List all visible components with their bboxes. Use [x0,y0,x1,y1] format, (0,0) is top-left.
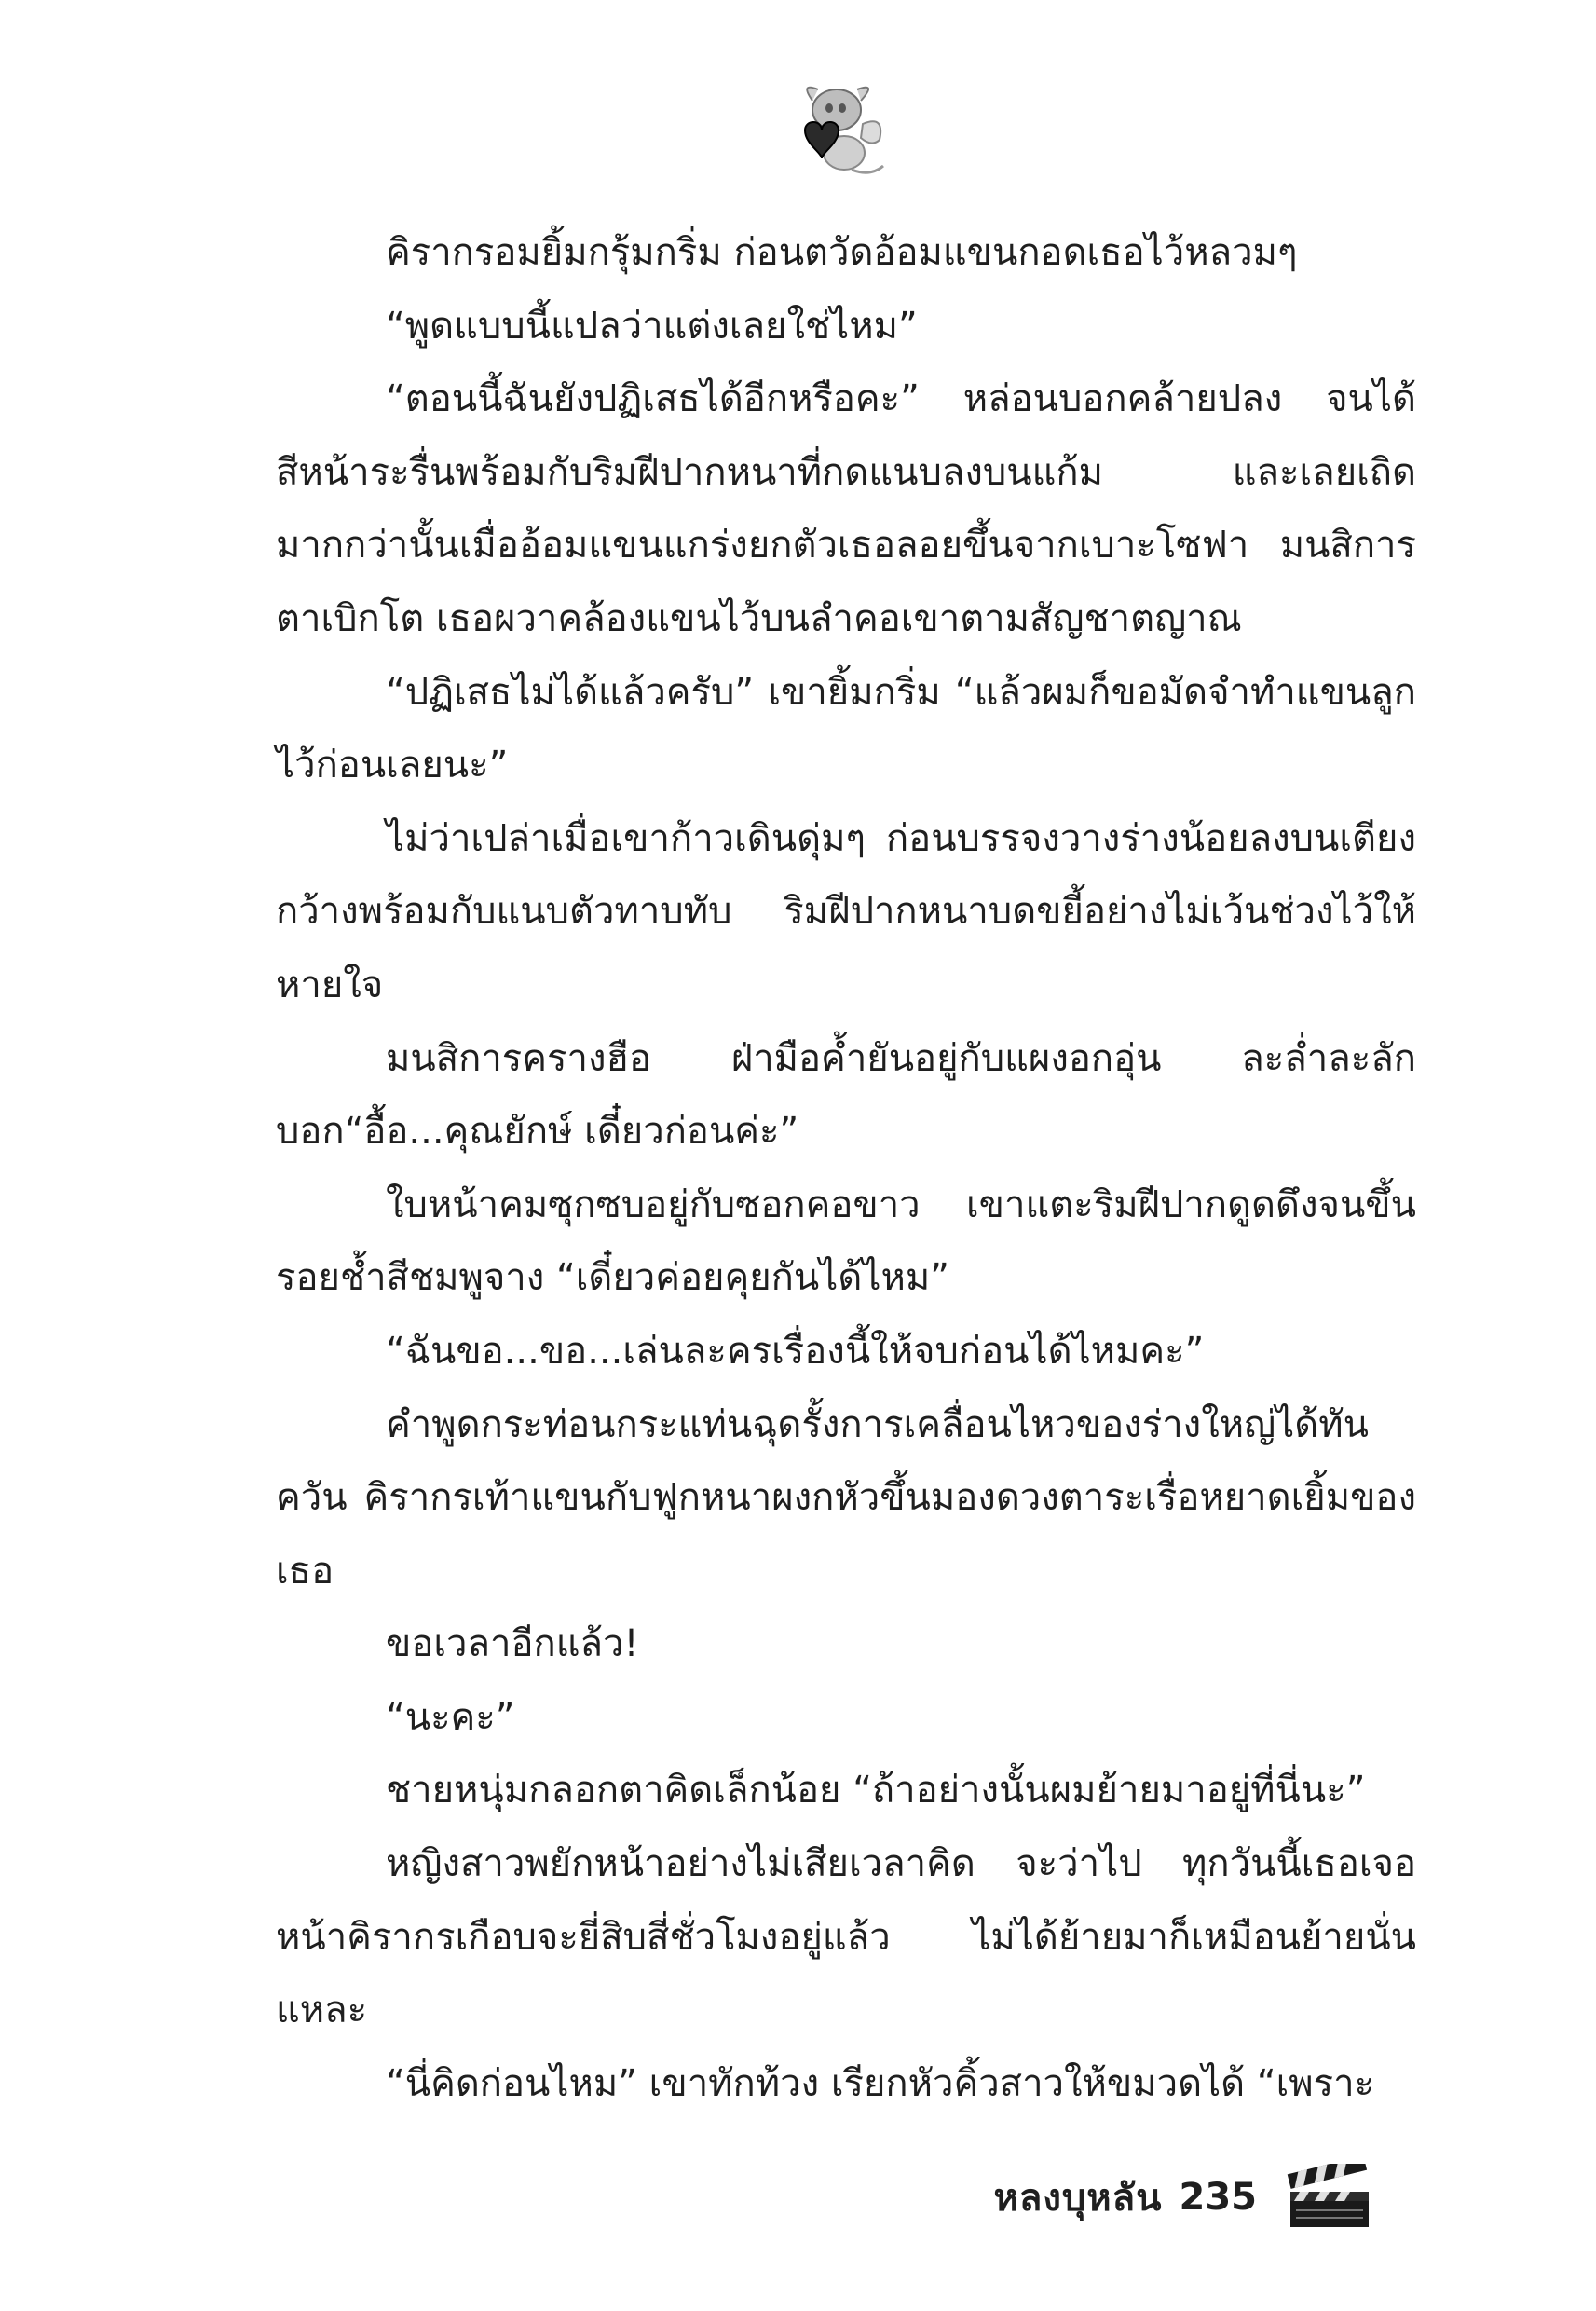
paragraph: ไม่ว่าเปล่าเมื่อเขาก้าวเดินดุ่มๆ ก่อนบรรจงวางร่างน้อยลงบนเตียงกว้างพร้อมกับแนบตัวทาบทับ ริมฝีปากหนาบดขยี้อย่างไม่เว้นช่วงไว้ให้หายใจ [276,816,1416,1006]
paragraph: ชายหนุ่มกลอกตาคิดเล็กน้อย “ถ้าอย่างนั้นผมย้ายมาอยู่ที่นี่นะ” [386,1769,1366,1812]
paragraph: “พูดแบบนี้แปลว่าแต่งเลยใช่ไหม” [386,304,918,348]
paragraph: “นี่คิดก่อนไหม” เขาทักท้วง เรียกหัวคิ้วสาวให้ขมวดได้ “เพราะ [386,2061,1375,2105]
paragraph: ขอเวลาอีกแล้ว! [386,1622,639,1666]
paragraph: “ฉันขอ...ขอ...เล่นละครเรื่องนี้ให้จบก่อนได้ไหมคะ” [386,1329,1205,1373]
book-title: หลงบุหลัน [993,2177,1163,2220]
page-number: 235 [1179,2176,1257,2219]
paragraph: มนสิการครางฮือ ฝ่ามือค้ำยันอยู่กับแผงอกอุ่น ละล่ำละลักบอก“อื้อ...คุณยักษ์ เดี๋ยวก่อนค่ะ” [276,1036,1416,1154]
paragraph: “ตอนนี้ฉันยังปฏิเสธได้อีกหรือคะ” หล่อนบอกคล้ายปลง จนได้สีหน้าระรื่นพร้อมกับริมฝีปากหนาที่กดแนบลงบนแก้ม และเลยเถิดมากกว่านั้นเมื่ออ้อมแขนแกร่งยกตัวเธอลอยขึ้นจากเบาะโซฟา มนสิการตาเบิกโต เธอผวาคล้องแขนไว้บนลำคอเขาตามสัญชาตญาณ [276,377,1416,640]
paragraph: “ปฏิเสธไม่ได้แล้วครับ” เขายิ้มกริ่ม “แล้วผมก็ขอมัดจำทำแขนลูกไว้ก่อนเลยนะ” [276,670,1416,787]
paragraph: หญิงสาวพยักหน้าอย่างไม่เสียเวลาคิด จะว่าไป ทุกวันนี้เธอเจอหน้าคิรากรเกือบจะยี่สิบสี่ชั่วโมงอยู่แล้ว ไม่ได้ย้ายมาก็เหมือนย้ายนั่นแหละ [276,1842,1416,2032]
page-footer [993,2160,1374,2235]
cherub-heart-icon [781,73,893,185]
film-clapperboard-icon [1285,2164,1374,2231]
paragraph: ใบหน้าคมซุกซบอยู่กับซอกคอขาว เขาแตะริมฝีปากดูดดึงจนขึ้นรอยช้ำสีชมพูจาง “เดี๋ยวค่อยคุยกันได้ไหม” [276,1183,1416,1300]
paragraph: คิรากรอมยิ้มกรุ้มกริ่ม ก่อนตวัดอ้อมแขนกอดเธอไว้หลวมๆ [386,231,1298,274]
paragraph: คำพูดกระท่อนกระแท่นฉุดรั้งการเคลื่อนไหวของร่างใหญ่ได้ทันควัน คิรากรเท้าแขนกับฟูกหนาผงกหัวขึ้นมองดวงตาระเรื่อหยาดเยิ้มของเธอ [276,1402,1416,1593]
paragraph: “นะคะ” [386,1695,515,1739]
body-text [276,216,1416,2120]
